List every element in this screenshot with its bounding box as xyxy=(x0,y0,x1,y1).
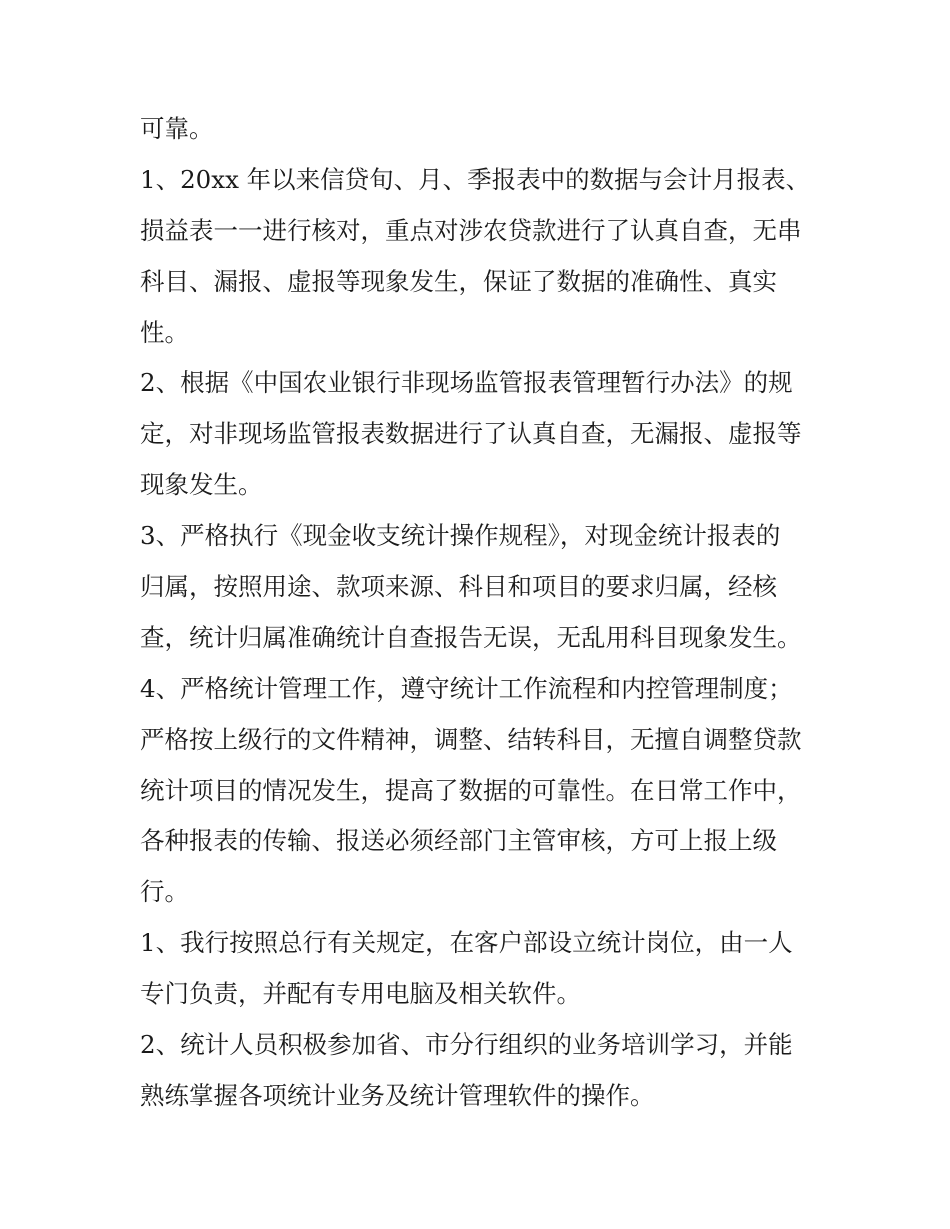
text-line: 查，统计归属准确统计自查报告无误，无乱用科目现象发生。 xyxy=(140,622,802,652)
text-line: 现象发生。 xyxy=(140,470,263,500)
text-line: 熟练掌握各项统计业务及统计管理软件的操作。 xyxy=(140,1080,655,1110)
text-line: 各种报表的传输、报送必须经部门主管审核，方可上报上级 xyxy=(140,826,777,856)
text-line: 损益表一一进行核对，重点对涉农贷款进行了认真自查，无串 xyxy=(140,215,802,245)
text-line: 统计项目的情况发生，提高了数据的可靠性。在日常工作中， xyxy=(140,775,802,805)
text-line: 1、20xx 年以来信贷旬、月、季报表中的数据与会计月报表、 xyxy=(140,164,811,194)
text-line: 行。 xyxy=(140,877,189,907)
text-line: 性。 xyxy=(140,317,189,347)
text-line: 定，对非现场监管报表数据进行了认真自查，无漏报、虚报等 xyxy=(140,419,802,449)
text-line: 3、严格执行《现金收支统计操作规程》，对现金统计报表的 xyxy=(140,521,781,551)
document-body xyxy=(140,104,812,1122)
text-line: 严格按上级行的文件精神，调整、结转科目，无擅自调整贷款 xyxy=(140,724,802,754)
text-line: 归属，按照用途、款项来源、科目和项目的要求归属，经核 xyxy=(140,572,777,602)
text-line: 可靠。 xyxy=(140,114,214,143)
text-line: 2、根据《中国农业银行非现场监管报表管理暂行办法》的规 xyxy=(140,368,793,398)
text-line: 2、统计人员积极参加省、市分行组织的业务培训学习，并能 xyxy=(140,1030,793,1060)
text-line: 科目、漏报、虚报等现象发生，保证了数据的准确性、真实 xyxy=(140,266,777,296)
text-line: 专门负责，并配有专用电脑及相关软件。 xyxy=(140,979,581,1009)
text-line: 1、我行按照总行有关规定，在客户部设立统计岗位，由一人 xyxy=(140,928,793,958)
text-line: 4、严格统计管理工作，遵守统计工作流程和内控管理制度； xyxy=(140,673,793,703)
